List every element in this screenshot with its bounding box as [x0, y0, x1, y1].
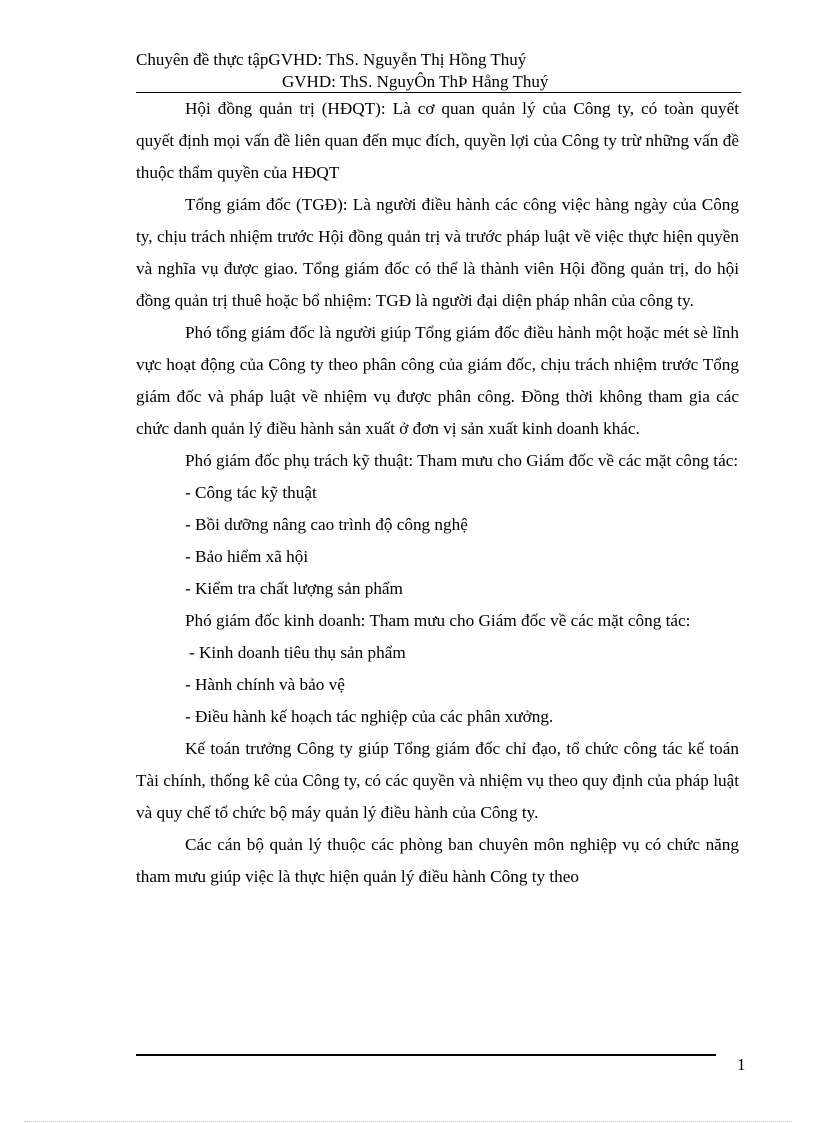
list-item-business-2: - Hành chính và bảo vệ — [185, 675, 345, 694]
list-item-technical-4: - Kiểm tra chất lượng sản phẩm — [185, 579, 403, 598]
document-body — [136, 93, 739, 893]
list-item-business-3: - Điều hành kế hoạch tác nghiệp của các phân xưởng. — [185, 707, 554, 726]
list-item-business-1: - Kinh doanh tiêu thụ sản phẩm — [189, 643, 406, 662]
header-line-2: GVHD: ThS. NguyÔn ThÞ Hång Thuý — [282, 72, 549, 91]
footer-divider — [136, 1054, 716, 1056]
page-bottom-border — [24, 1121, 792, 1122]
list-item-technical-1: - Công tác kỹ thuật — [185, 483, 317, 502]
paragraph-chief-accountant: Kế toán trưởng Công ty giúp Tổng giám đốc chỉ đạo, tổ chức công tác kế toán Tài chính, thống kê của Công ty, có các quyền và nhiệm vụ theo quy định của pháp luật và quy chế tổ chức bộ máy quản lý điều hành của Công ty. — [136, 739, 739, 822]
page-number: 1 — [737, 1055, 746, 1074]
list-item-technical-3: - Bảo hiểm xã hội — [185, 547, 309, 566]
paragraph-business-deputy: Phó giám đốc kinh doanh: Tham mưu cho Giám đốc về các mặt công tác: — [185, 611, 691, 630]
page-header — [136, 49, 742, 93]
paragraph-deputy-general-director: Phó tổng giám đốc là người giúp Tổng giám đốc điều hành một hoặc mét sè lĩnh vực hoạt động của Công ty theo phân công của giám đốc, chịu trách nhiệm trước Tổng giám đốc và pháp luật về nhiệm vụ được phân công. Đồng thời không tham gia các chức danh quản lý điều hành sản xuất ở đơn vị sản xuất kinh doanh khác. — [136, 323, 739, 438]
paragraph-managers: Các cán bộ quản lý thuộc các phòng ban chuyên môn nghiệp vụ có chức năng tham mưu giúp việc là thực hiện quản lý điều hành Công ty theo — [136, 835, 739, 886]
paragraph-general-director: Tổng giám đốc (TGĐ): Là người điều hành các công việc hàng ngày của Công ty, chịu trách nhiệm trước Hội đồng quản trị và trước pháp luật về việc thực hiện quyền và nghĩa vụ được giao. Tổng giám đốc có thể là thành viên Hội đồng quản trị, do hội đồng quản trị thuê hoặc bổ nhiệm: TGĐ là người đại diện pháp nhân của công ty. — [136, 195, 739, 310]
paragraph-board-of-directors: Hội đồng quản trị (HĐQT): Là cơ quan quản lý của Công ty, có toàn quyết quyết định mọi vấn đề liên quan đến mục đích, quyền lợi của Công ty trừ những vấn đề thuộc thẩm quyền của HĐQT — [136, 99, 739, 182]
paragraph-technical-deputy: Phó giám đốc phụ trách kỹ thuật: Tham mưu cho Giám đốc về các mặt công tác: — [185, 451, 739, 470]
list-item-technical-2: - Bồi dưỡng nâng cao trình độ công nghệ — [185, 515, 468, 534]
header-line-1: Chuyên đề thực tậpGVHD: ThS. Nguyễn Thị Hồng Thuý — [136, 50, 527, 69]
